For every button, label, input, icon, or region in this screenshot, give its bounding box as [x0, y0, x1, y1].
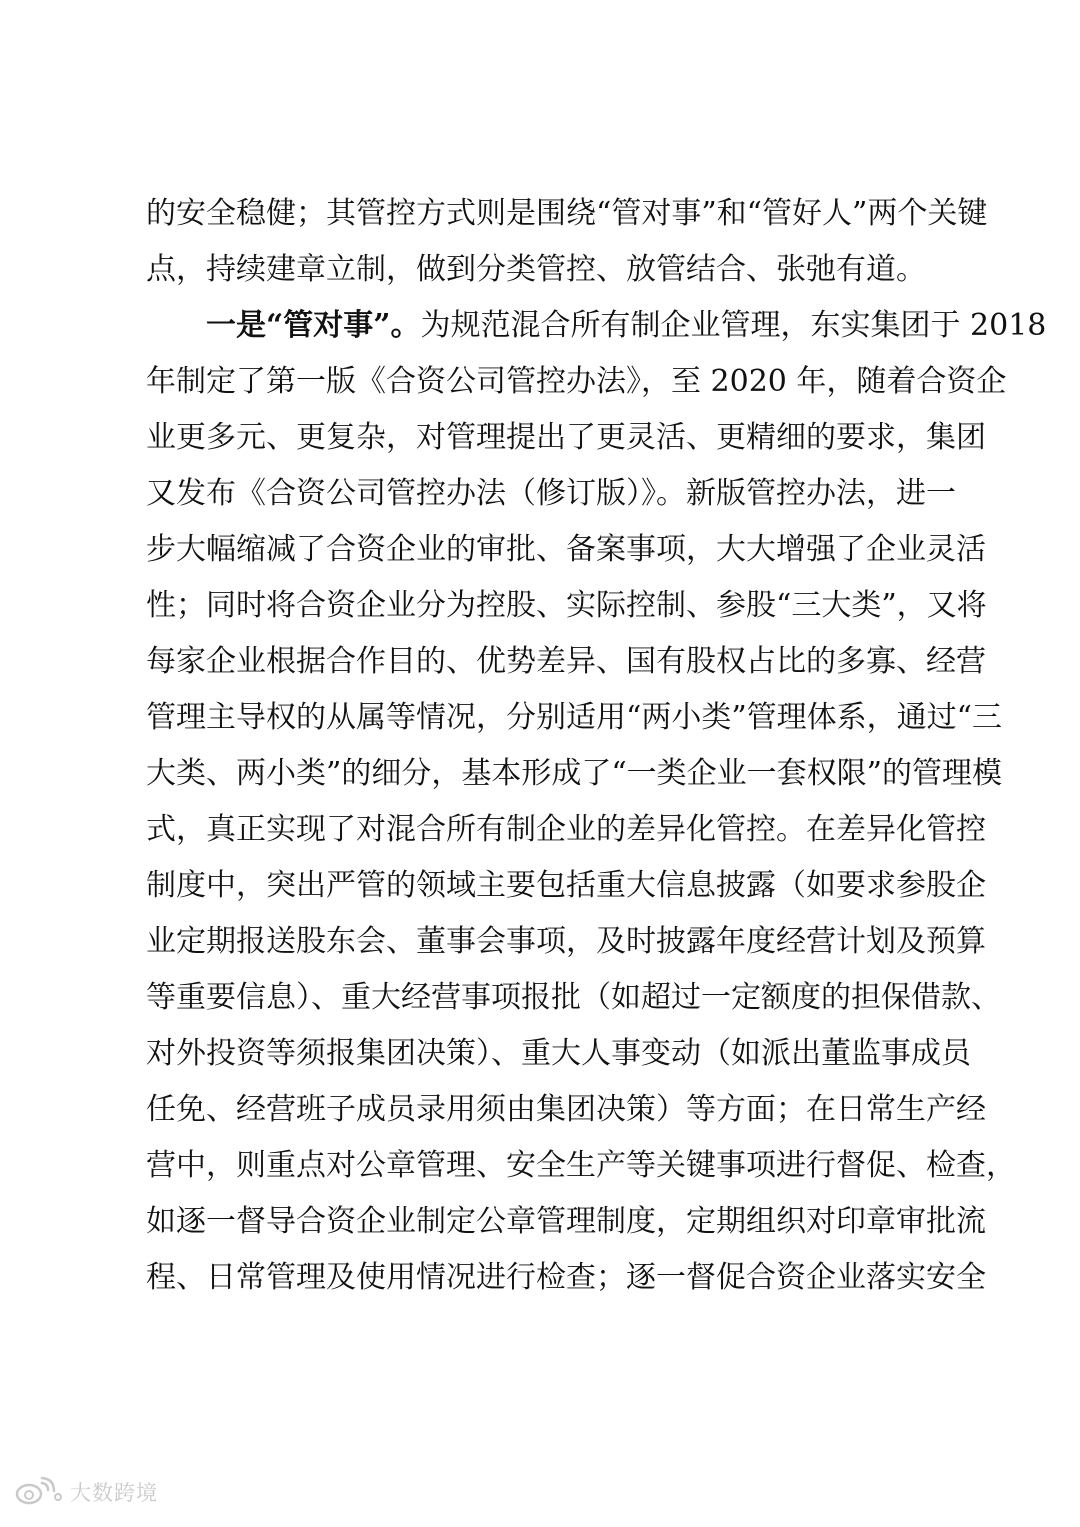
- text-line-2: 点，持续建章立制，做到分类管控、放管结合、张弛有道。: [146, 252, 926, 287]
- text-line-19: 如逐一督导合资企业制定公章管理制度，定期组织对印章审批流: [146, 1204, 986, 1239]
- text-line-20: 程、日常管理及使用情况进行检查；逐一督促合资企业落实安全: [146, 1260, 986, 1295]
- text-line-16: 对外投资等须报集团决策）、重大人事变动（如派出董监事成员: [146, 1036, 971, 1071]
- text-line-7: 步大幅缩减了合资企业的审批、备案事项，大大增强了企业灵活: [146, 532, 986, 567]
- text-line-13: 制度中，突出严管的领域主要包括重大信息披露（如要求参股企: [146, 868, 986, 903]
- weibo-logo-icon: [14, 1477, 64, 1507]
- text-line-6: 又发布《合资公司管控办法（修订版）》。新版管控办法，进一: [146, 476, 956, 511]
- text-line-15: 等重要信息）、重大经营事项报批（如超过一定额度的担保借款、: [146, 980, 1001, 1015]
- watermark: [14, 1474, 158, 1510]
- text-line-5: 业更多元、更复杂，对管理提出了更灵活、更精细的要求，集团: [146, 420, 986, 455]
- text-line-17: 任免、经营班子成员录用须由集团决策）等方面；在日常生产经: [146, 1092, 986, 1127]
- paragraph-lead-bold: 一是“管对事”。: [206, 308, 421, 343]
- text-line-9: 每家企业根据合作目的、优势差异、国有股权占比的多寡、经营: [146, 644, 986, 679]
- text-line-18: 营中，则重点对公章管理、安全生产等关键事项进行督促、检查，: [146, 1148, 1016, 1183]
- watermark-text: 大数跨境: [70, 1481, 158, 1505]
- text-line-8: 性；同时将合资企业分为控股、实际控制、参股“三大类”，又将: [146, 588, 987, 623]
- text-line-11: 大类、两小类”的细分，基本形成了“一类企业一套权限”的管理模: [146, 756, 1003, 791]
- text-line-4: 年制定了第一版《合资公司管控办法》，至 2020 年，随着合资企: [146, 364, 1007, 399]
- text-line-3: 为规范混合所有制企业管理，东实集团于 2018: [420, 308, 1047, 343]
- text-line-10: 管理主导权的从属等情况，分别适用“两小类”管理体系，通过“三: [146, 700, 1003, 735]
- text-line-12: 式，真正实现了对混合所有制企业的差异化管控。在差异化管控: [146, 812, 986, 847]
- text-line-14: 业定期报送股东会、董事会事项，及时披露年度经营计划及预算: [146, 924, 986, 959]
- text-line-1: 的安全稳健；其管控方式则是围绕“管对事”和“管好人”两个关键: [146, 196, 988, 231]
- paragraph-lead-line: [206, 300, 1047, 352]
